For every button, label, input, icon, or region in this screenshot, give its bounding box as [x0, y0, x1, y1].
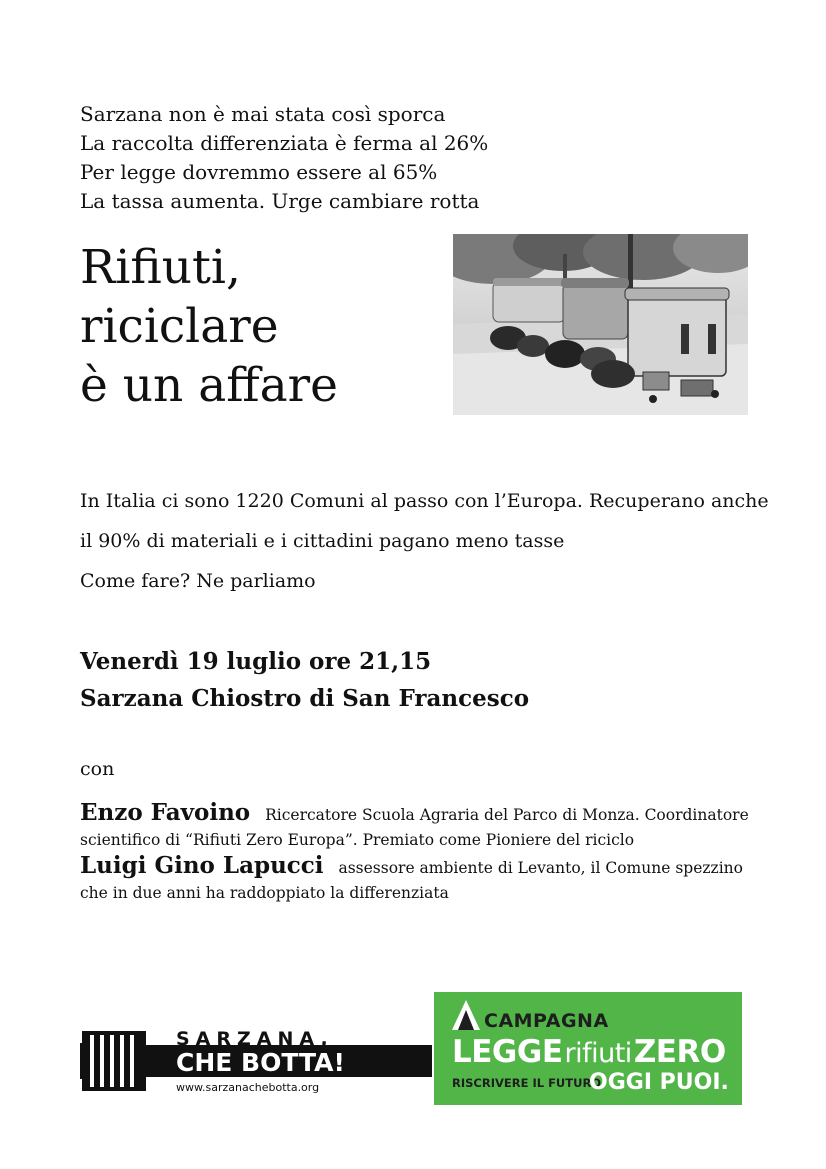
intro-line: La tassa aumenta. Urge cambiare rotta: [80, 189, 480, 213]
sarzana-che-botta-logo: [80, 1023, 432, 1099]
intro-block: [80, 100, 488, 216]
intro-line: Per legge dovremmo essere al 65%: [80, 160, 438, 184]
campagna-rifiuti-zero-logo: [434, 992, 742, 1105]
logo-url: www.sarzanachebotta.org: [176, 1081, 320, 1094]
body-line-1: In Italia ci sono 1220 Comuni al passo con l’Europa. Recuperano anche: [80, 490, 769, 512]
headline: [80, 238, 338, 415]
riscrivere-label: RISCRIVERE IL FUTURO.: [452, 1076, 606, 1090]
speaker-description: Ricercatore Scuola Agraria del Parco di Monza. Coordinatore scientifico di “Rifiuti Zero Europa”. Premiato come Pioniere del riciclo: [80, 806, 749, 849]
speaker-entry: [80, 800, 750, 853]
rifiuti-word: rifiuti: [564, 1038, 632, 1069]
headline-line: è un affare: [80, 358, 338, 413]
zero-word: ZERO: [633, 1034, 726, 1070]
speaker-name: Luigi Gino Lapucci: [80, 852, 324, 879]
oggi-puoi-label: OGGI PUOI.: [589, 1070, 729, 1095]
legge-word: LEGGE: [452, 1034, 563, 1070]
mountain-icon: [450, 998, 482, 1032]
con-label: con: [80, 758, 115, 780]
campagna-label: CAMPAGNA: [484, 1010, 609, 1032]
event-date: Venerdì 19 luglio ore 21,15: [80, 648, 432, 675]
logo-line2: CHE BOTTA!: [176, 1048, 345, 1077]
intro-line: Sarzana non è mai stata così sporca: [80, 102, 446, 126]
body-line-2: il 90% di materiali e i cittadini pagano meno tasse: [80, 530, 565, 552]
logo-line1: SARZANA,: [176, 1028, 334, 1050]
speaker-description: assessore ambiente di Levanto, il Comune spezzino che in due anni ha raddoppiato la differenziata: [80, 859, 743, 902]
headline-line: Rifiuti,: [80, 240, 241, 295]
speaker-name: Enzo Favoino: [80, 799, 251, 826]
campagna-title: [452, 1034, 726, 1070]
garbage-bins-photo: [453, 234, 748, 415]
headline-line: riciclare: [80, 299, 279, 354]
speaker-entry: [80, 853, 750, 906]
event-place: Sarzana Chiostro di San Francesco: [80, 685, 530, 712]
body-line-3: Come fare? Ne parliamo: [80, 570, 316, 592]
intro-line: La raccolta differenziata è ferma al 26%: [80, 131, 489, 155]
speakers-block: [80, 800, 750, 906]
